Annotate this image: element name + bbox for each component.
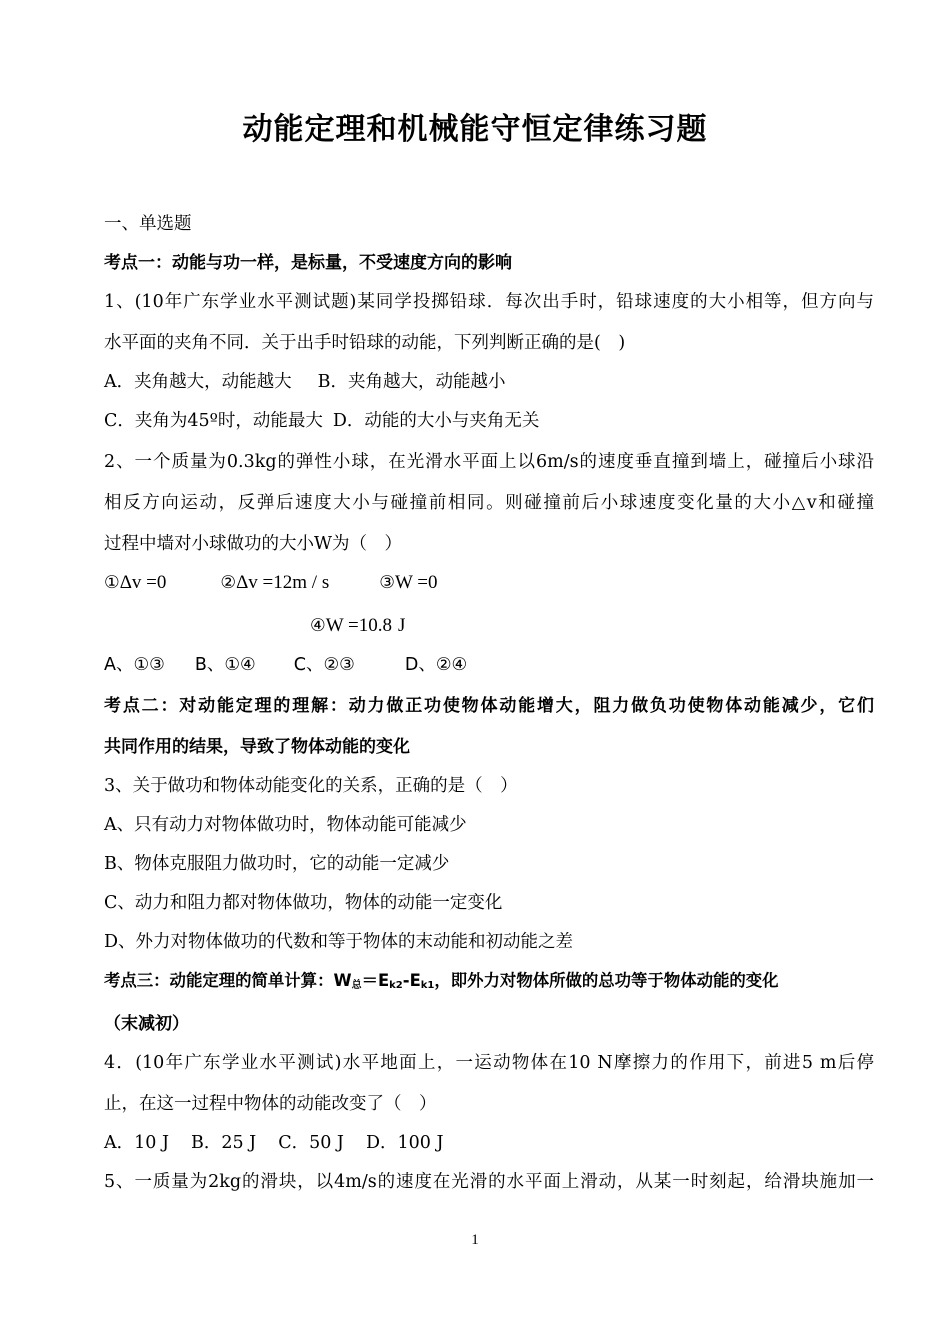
q2-option-a: A、①③ [104,655,165,675]
q4-option-b: B．25 J [190,1133,257,1153]
statement-4-formula: W =10.8 [325,615,393,636]
statement-4-unit: J [398,615,406,636]
q1-line1: 1、(10年广东学业水平测试题)某同学投掷铅球．每次出手时，铅球速度的大小相等，但方向与 [104,292,874,312]
q1-options-row2 [104,409,539,433]
q4-option-d: D．100 J [365,1133,444,1153]
q2-option-d: D、②④ [404,655,468,675]
q1-option-c: C．夹角为45º时，动能最大 [104,411,323,431]
q2-line1: 2、一个质量为0.3kg的弹性小球，在光滑水平面上以6m/s的速度垂直撞到墙上，碰撞后小球沿 [104,452,874,472]
page-number: 1 [471,1232,479,1248]
q3-stem: 3、关于做功和物体动能变化的关系，正确的是（ ） [104,776,518,796]
statement-4-num: ④ [310,616,326,636]
q2-line2: 相反方向运动，反弹后速度大小与碰撞前相同。则碰撞前后小球速度变化量的大小△v和碰撞 [104,493,874,513]
q1-option-b: B．夹角越大，动能越小 [317,372,506,392]
q1-option-d: D．动能的大小与夹角无关 [332,411,540,431]
statement-3-formula: W =0 [394,572,438,593]
q1-line2: 水平面的夹角不同．关于出手时铅球的动能，下列判断正确的是( ) [104,333,626,353]
kaodian-3-line2: （末减初） [104,1014,189,1034]
q5-line1: 5、一质量为2kg的滑块，以4m/s的速度在光滑的水平面上滑动，从某一时刻起，给滑块施加一 [104,1172,874,1192]
q3-option-a: A、只有动力对物体做功时，物体动能可能减少 [104,815,467,835]
section-heading: 一、单选题 [104,214,192,234]
kaodian-2-line1: 考点二：对动能定理的理解：动力做正功使物体动能增大，阻力做负功使物体动能减少，它们 [104,696,874,716]
statement-2-formula: Δv =12m / s [236,572,330,593]
q2-statements-row1 [104,571,438,595]
page-title: 动能定理和机械能守恒定律练习题 [242,112,708,147]
statement-3-num: ③ [379,573,395,593]
q3-option-b: B、物体克服阻力做功时，它的动能一定减少 [104,854,450,874]
q4-option-c: C．50 J [278,1133,344,1153]
q4-line2: 止，在这一过程中物体的动能改变了（ ） [104,1094,437,1114]
q2-options [104,653,467,677]
q4-option-a: A．10 J [104,1133,169,1153]
kaodian-2-line2: 共同作用的结果，导致了物体动能的变化 [104,737,410,757]
q2-option-b: B、①④ [194,655,256,675]
q1-options-row1 [104,370,506,394]
statement-2-num: ② [220,573,237,593]
statement-1-formula: Δv =0 [119,572,167,593]
q2-statements-row2 [310,614,405,638]
kaodian-3-line1: 考点三：动能定理的简单计算：$W_总=E_{k2}-E_{k1}$，即外力对物体所做的总功等于物体动能的变化 [104,971,779,991]
q2-option-c: C、②③ [293,655,355,675]
q4-line1: 4．(10年广东学业水平测试)水平地面上，一运动物体在10 N摩擦力的作用下，前进5 m后停 [104,1053,874,1073]
q3-option-c: C、动力和阻力都对物体做功，物体的动能一定变化 [104,893,503,913]
kaodian-1: 考点一：动能与功一样，是标量，不受速度方向的影响 [104,253,512,273]
q4-options [104,1131,443,1155]
q1-option-a: A．夹角越大，动能越大 [104,372,292,392]
q2-line3: 过程中墙对小球做功的大小W为（ ） [104,534,402,554]
q3-option-d: D、外力对物体做功的代数和等于物体的末动能和初动能之差 [104,932,574,952]
statement-1-num: ① [104,573,120,593]
